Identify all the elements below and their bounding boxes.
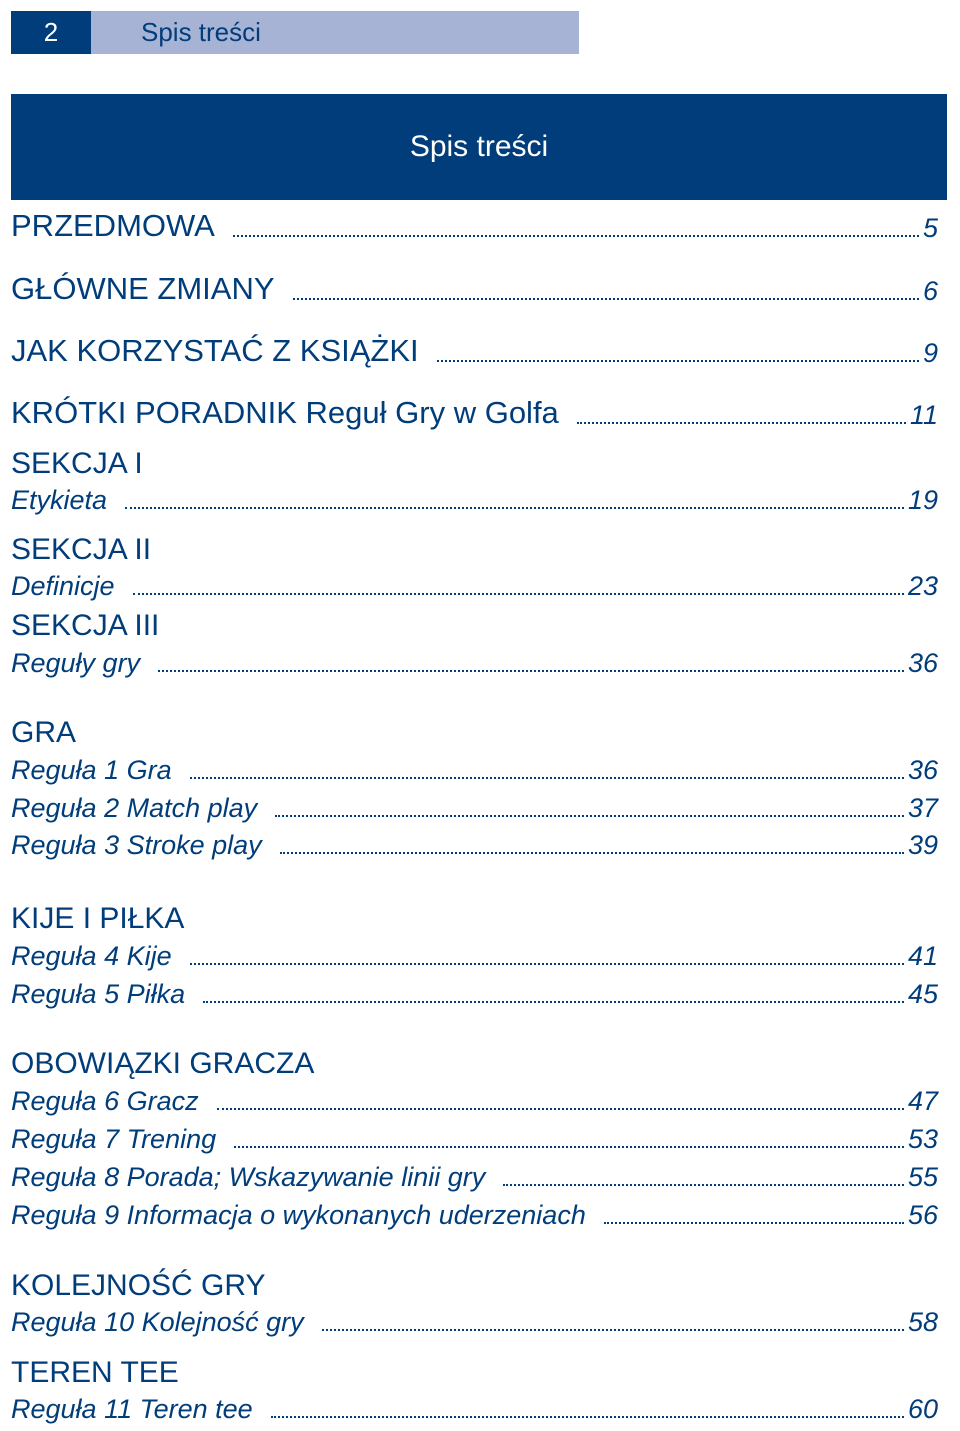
dot-leader [125,507,904,509]
section-heading: TEREN TEE [11,1356,179,1389]
dot-leader [293,298,919,300]
section-heading: SEKCJA III [11,609,160,642]
toc-entry-page: 36 [907,648,938,678]
toc-entry-page: 19 [907,485,938,515]
dot-leader [275,815,904,817]
toc-entry-krotki-poradnik[interactable] [11,395,938,431]
running-title: Spis treści [91,11,579,54]
toc-entry-title: GŁÓWNE ZMIANY [11,271,275,306]
dot-leader [577,422,906,424]
toc-entry-reguly-gry[interactable] [11,648,938,679]
dot-leader [280,852,904,854]
dot-leader [604,1222,904,1224]
toc-entry-glowne-zmiany[interactable] [11,271,938,307]
toc-entry-page: 60 [907,1394,938,1424]
toc-entry-page: 55 [907,1162,938,1192]
toc-entry-title: Reguła 8 Porada; Wskazywanie linii gry [11,1162,486,1192]
toc-entry-przedmowa[interactable] [11,208,938,244]
dot-leader [190,963,904,965]
toc-entry-regula-9[interactable] [11,1200,938,1231]
dot-leader [133,593,904,595]
toc-entry-page: 41 [907,941,938,971]
dot-leader [217,1108,904,1110]
section-heading: OBOWIĄZKI GRACZA [11,1047,315,1080]
toc-entry-title: Reguła 11 Teren tee [11,1394,253,1424]
dot-leader [503,1184,904,1186]
toc-entry-regula-4[interactable] [11,941,938,972]
dot-leader [234,1146,904,1148]
section-heading: KIJE I PIŁKA [11,902,185,935]
toc-entry-regula-10[interactable] [11,1307,938,1338]
toc-entry-page: 36 [907,755,938,785]
toc-entry-title: Reguła 3 Stroke play [11,830,262,860]
dot-leader [233,235,919,237]
toc-entry-regula-11[interactable] [11,1394,938,1425]
toc-entry-page: 53 [907,1124,938,1154]
toc-entry-page: 9 [922,338,938,368]
page-number: 2 [11,11,91,54]
toc-entry-regula-8[interactable] [11,1162,938,1193]
section-heading: GRA [11,716,77,749]
toc-entry-title: PRZEDMOWA [11,208,215,243]
toc-entry-title: Reguła 4 Kije [11,941,172,971]
toc-entry-definicje[interactable] [11,571,938,602]
toc-entry-title: Reguła 10 Kolejność gry [11,1307,304,1337]
toc-entry-title: Definicje [11,571,115,601]
dot-leader [322,1329,904,1331]
toc-entry-page: 23 [907,571,938,601]
section-heading: SEKCJA II [11,533,152,566]
toc-entry-page: 47 [907,1086,938,1116]
page-header [11,11,579,54]
toc-entry-jak-korzystac[interactable] [11,333,938,369]
toc-entry-page: 58 [907,1307,938,1337]
toc-entry-page: 5 [922,213,938,243]
section-heading: SEKCJA I [11,447,143,480]
dot-leader [158,670,904,672]
toc-entry-title: Reguła 7 Trening [11,1124,217,1154]
dot-leader [437,360,919,362]
toc-entry-regula-1[interactable] [11,755,938,786]
toc-entry-title: Reguła 2 Match play [11,793,258,823]
toc-entry-title: Reguła 5 Piłka [11,979,186,1009]
toc-entry-title: Reguła 1 Gra [11,755,172,785]
dot-leader [190,777,904,779]
toc-entry-page: 37 [907,793,938,823]
toc-entry-page: 11 [909,400,938,430]
dot-leader [271,1416,904,1418]
toc-entry-title: Reguła 6 Gracz [11,1086,199,1116]
toc-entry-page: 45 [907,979,938,1009]
dot-leader [203,1001,904,1003]
toc-entry-page: 6 [922,276,938,306]
toc-entry-title: Reguły gry [11,648,141,678]
toc-entry-page: 39 [907,830,938,860]
toc-entry-title: KRÓTKI PORADNIK Reguł Gry w Golfa [11,395,559,430]
toc-entry-etykieta[interactable] [11,485,938,516]
toc-entry-regula-6[interactable] [11,1086,938,1117]
toc-entry-title: JAK KORZYSTAĆ Z KSIĄŻKI [11,333,419,368]
toc-entry-regula-5[interactable] [11,979,938,1010]
toc-entry-title: Etykieta [11,485,108,515]
toc-entry-regula-2[interactable] [11,793,938,824]
toc-entry-page: 56 [907,1200,938,1230]
toc-entry-title: Reguła 9 Informacja o wykonanych uderzeniach [11,1200,586,1230]
section-heading: KOLEJNOŚĆ GRY [11,1269,266,1302]
toc-entry-regula-7[interactable] [11,1124,938,1155]
page-title: Spis treści [11,94,947,200]
toc-entry-regula-3[interactable] [11,830,938,861]
